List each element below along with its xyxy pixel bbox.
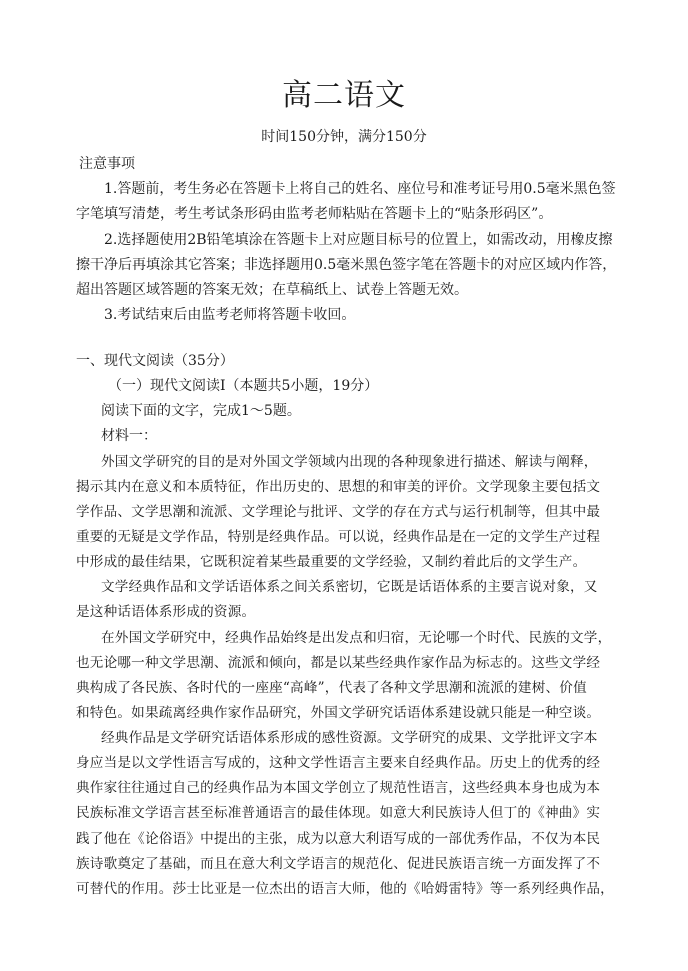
passage-line: 典作家往往通过自己的经典作品为本国文学创立了规范性语言，这些经典本身也成为本 [76, 780, 601, 796]
page-title: 高二语文 [282, 78, 406, 113]
exam-time-info: 时间150分钟，满分150分 [261, 129, 427, 145]
material-label: 材料一： [101, 428, 157, 444]
passage-line: 可替代的作用。莎士比亚是一位杰出的语言大师，他的《哈姆雷特》等一系列经典作品， [76, 881, 614, 897]
passage-line: 重要的无疑是文学作品，特别是经典作品。可以说，经典作品是在一定的文学生产过程 [76, 529, 601, 545]
passage-line: 外国文学研究的目的是对外国文学领域内出现的各种现象进行描述、解读与阐释， [101, 454, 598, 470]
passage-line: 身应当是以文学性语言写成的，这种文学性语言主要来自经典作品。历史上的优秀的经 [76, 755, 601, 771]
passage-line: 也无论哪一种文学思潮、流派和倾向，都是以某些经典作家作品为标志的。这些文学经 [76, 655, 601, 671]
note-line: 超出答题区域答题的答案无效；在草稿纸上、试卷上答题无效。 [76, 282, 468, 298]
passage-line: 民族标准文学语言甚至标准普通语言的最佳体现。如意大利民族诗人但丁的《神曲》实 [76, 805, 601, 821]
subsection-title: （一）现代文阅读I（本题共5小题，19分） [108, 378, 379, 394]
passage-line: 是这种话语体系形成的资源。 [76, 604, 256, 620]
note-line: 1.答题前，考生务必在答题卡上将自己的姓名、座位号和准考证号用0.5毫米黑色签 [104, 181, 616, 197]
passage-line: 在外国文学研究中，经典作品始终是出发点和归宿，无论哪一个时代、民族的文学， [101, 630, 612, 646]
passage-line: 文学经典作品和文学话语体系之间关系密切，它既是话语体系的主要言说对象，又 [101, 579, 598, 595]
passage-line: 族诗歌奠定了基础，而且在意大利文学语言的规范化、促进民族语言统一方面发挥了不 [76, 856, 601, 872]
reading-instruction: 阅读下面的文字，完成1～5题。 [101, 403, 301, 419]
note-line: 2.选择题使用2B铅笔填涂在答题卡上对应题目标号的位置上，如需改动，用橡皮擦 [104, 232, 613, 248]
section-title: 一、现代文阅读（35分） [76, 353, 234, 369]
passage-line: 揭示其内在意义和本质特征，作出历史的、思想的和审美的评价。文学现象主要包括文 [76, 479, 601, 495]
passage-line: 和特色。如果疏离经典作家作品研究，外国文学研究话语体系建设就只能是一种空谈。 [76, 705, 601, 721]
note-line: 3.考试结束后由监考老师将答题卡收回。 [104, 307, 356, 323]
passage-line: 学作品、文学思潮和流派、文学理论与批评、文学的存在方式与运行机制等，但其中最 [76, 504, 601, 520]
passage-line: 典构成了各民族、各时代的一座座“高峰”，代表了各种文学思潮和流派的建树、价值 [76, 680, 587, 696]
note-line: 擦干净后再填涂其它答案；非选择题用0.5毫米黑色签字笔在答题卡的对应区域内作答， [76, 257, 617, 273]
note-line: 字笔填写清楚，考生考试条形码由监考老师粘贴在答题卡上的“贴条形码区”。 [76, 206, 553, 222]
notes-heading: 注意事项 [79, 156, 135, 172]
passage-line: 中形成的最佳结果，它既积淀着某些最重要的文学经验，又制约着此后的文学生产。 [76, 554, 587, 570]
passage-line: 践了他在《论俗语》中提出的主张，成为以意大利语写成的一部优秀作品，不仅为本民 [76, 831, 601, 847]
passage-line: 经典作品是文学研究话语体系形成的感性资源。文学研究的成果、文学批评文字本 [101, 730, 598, 746]
